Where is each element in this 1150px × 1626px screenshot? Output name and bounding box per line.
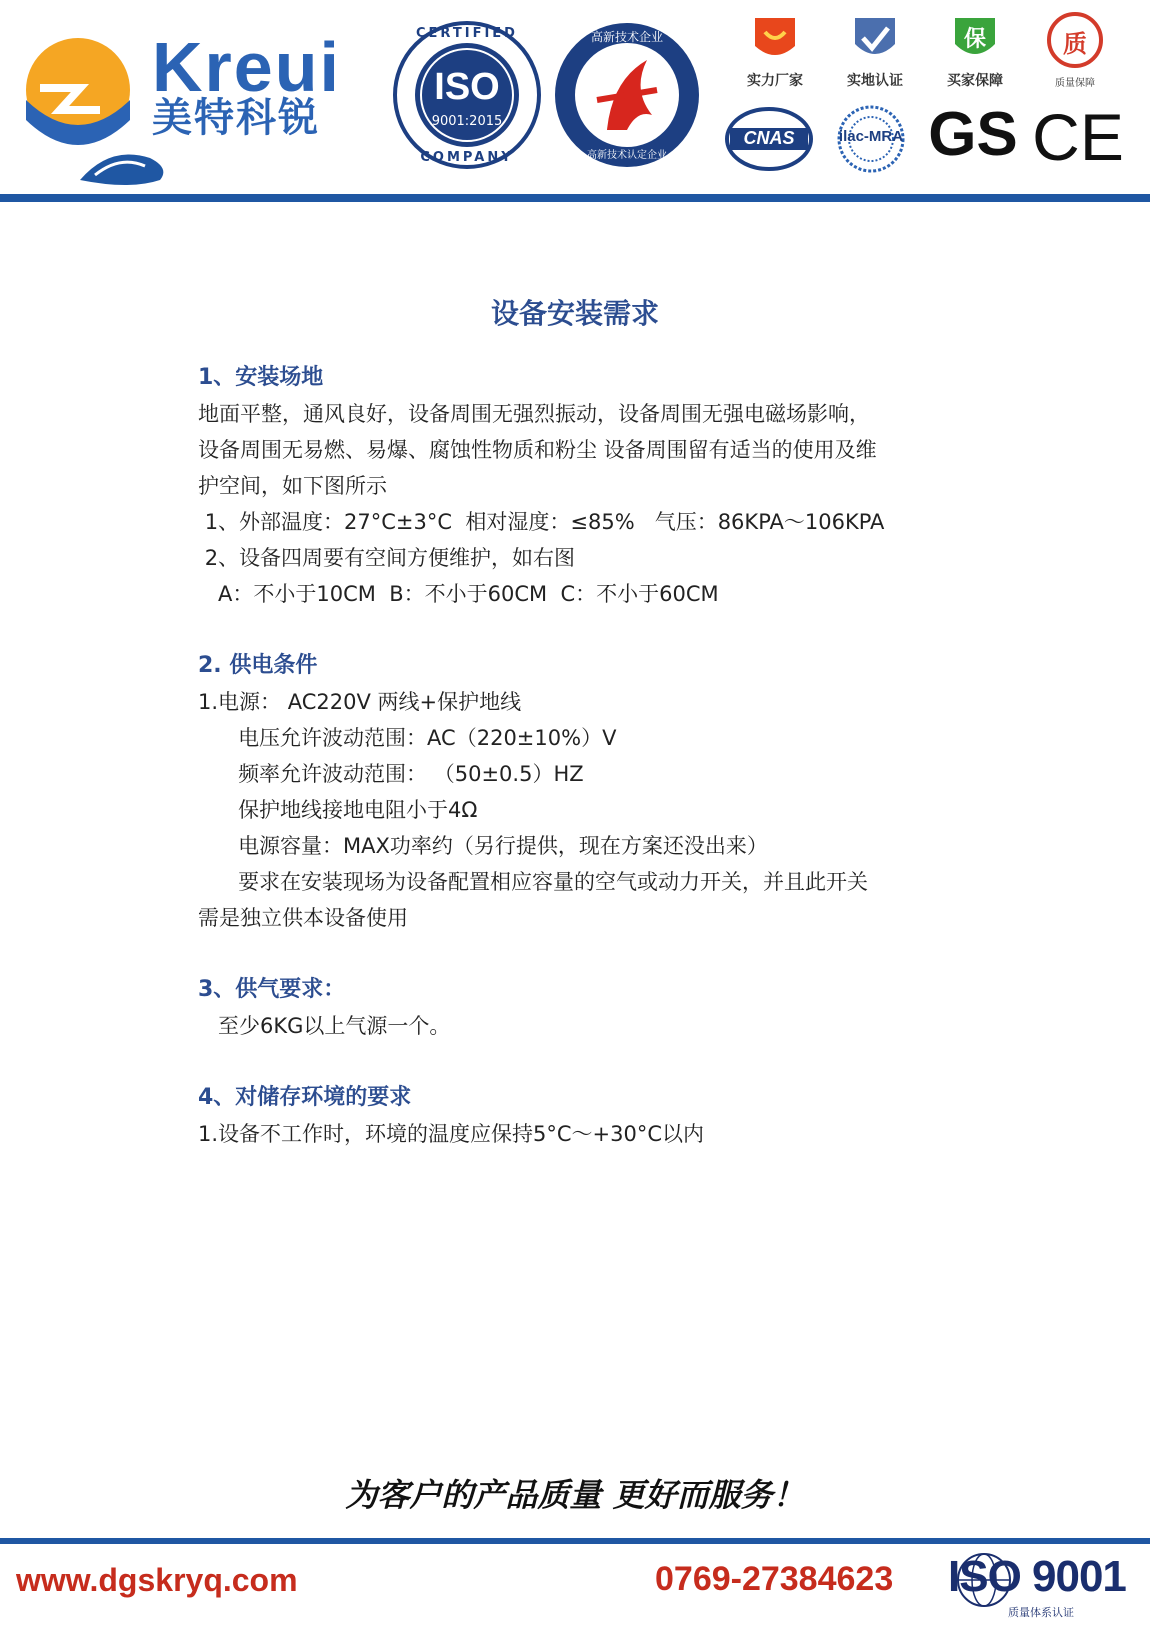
brand-name-en: Kreui bbox=[152, 28, 341, 106]
paragraph-line: 1.电源： AC220V 两线+保护地线 bbox=[198, 690, 522, 714]
section-air-supply bbox=[198, 972, 978, 1044]
strength-factory-badge bbox=[730, 16, 820, 88]
iso9001-subtext: 质量体系认证 bbox=[1008, 1606, 1074, 1619]
onsite-certified-badge bbox=[830, 16, 920, 88]
paragraph-line: 1、外部温度：27°C±3°C 相对湿度：≤85% 气压：86KPA～106KPA bbox=[198, 510, 885, 534]
paragraph-line: 需是独立供本设备使用 bbox=[198, 906, 408, 930]
ilac-mra-text: ilac-MRA bbox=[838, 128, 904, 145]
company-slogan: 为客户的产品质量 更好而服务！ bbox=[345, 1476, 805, 1514]
hightech-badge-bottom-text: 高新技术认定企业 bbox=[587, 150, 667, 161]
ce-text: CE bbox=[1032, 100, 1124, 174]
strength-factory-label: 实力厂家 bbox=[747, 73, 803, 89]
section-heading: 2. 供电条件 bbox=[198, 653, 318, 678]
iso-certified-badge bbox=[392, 20, 542, 170]
paragraph-line: 要求在安装现场为设备配置相应容量的空气或动力开关，并且此开关 bbox=[198, 870, 869, 894]
iso-badge-bottom-text: COMPANY bbox=[420, 150, 514, 165]
section-power bbox=[198, 648, 978, 936]
iso-badge-top-text: CERTIFIED bbox=[416, 26, 518, 41]
iso-badge-number: 9001:2015 bbox=[431, 114, 503, 129]
paragraph-line: 保护地线接地电阻小于4Ω bbox=[198, 798, 478, 822]
gs-mark bbox=[928, 100, 1018, 176]
paragraph-line: 频率允许波动范围： （50±0.5）HZ bbox=[198, 762, 584, 786]
section-heading: 1、安装场地 bbox=[198, 365, 324, 390]
quality-glyph: 质 bbox=[1063, 30, 1087, 58]
brand-name-cn: 美特科锐 bbox=[152, 95, 320, 141]
quality-guarantee-label: 质量保障 bbox=[1055, 78, 1095, 89]
paragraph-line: 电源容量：MAX功率约（另行提供，现在方案还没出来） bbox=[198, 834, 768, 858]
section-storage bbox=[198, 1080, 978, 1152]
paragraph-line: 2、设备四周要有空间方便维护，如右图 bbox=[198, 546, 576, 570]
phone-number: 0769-27384623 bbox=[655, 1560, 894, 1598]
cnas-mark bbox=[724, 104, 814, 174]
cnas-text: CNAS bbox=[743, 128, 795, 148]
spacer bbox=[198, 1044, 978, 1080]
paragraph-line: 电压允许波动范围：AC（220±10%）V bbox=[198, 726, 617, 750]
section-site bbox=[198, 360, 978, 612]
buyer-protection-glyph: 保 bbox=[963, 27, 986, 52]
paragraph-line: 设备周围无易燃、易爆、腐蚀性物质和粉尘 设备周围留有适当的使用及维 bbox=[198, 438, 877, 462]
spacer bbox=[198, 612, 978, 648]
ce-mark bbox=[1028, 100, 1128, 176]
iso9001-text: ISO 9001 bbox=[948, 1552, 1126, 1601]
hightech-badge-top-text: 高新技术企业 bbox=[590, 30, 663, 44]
spacer bbox=[198, 936, 978, 972]
paragraph-line: 护空间，如下图所示 bbox=[198, 474, 387, 498]
buyer-protection-badge bbox=[930, 16, 1020, 88]
page-title: 设备安装需求 bbox=[490, 297, 659, 330]
onsite-certified-label: 实地认证 bbox=[847, 73, 903, 89]
section-heading: 4、对储存环境的要求 bbox=[198, 1085, 412, 1110]
buyer-protection-label: 买家保障 bbox=[947, 73, 1003, 89]
header-divider bbox=[0, 194, 1150, 202]
iso-badge-center-text: ISO bbox=[434, 66, 500, 108]
paragraph-line: A：不小于10CM B：不小于60CM C：不小于60CM bbox=[198, 582, 719, 606]
section-heading: 3、供气要求： bbox=[198, 977, 346, 1002]
hightech-enterprise-badge bbox=[552, 20, 702, 170]
ilac-mra-mark bbox=[826, 104, 916, 174]
paragraph-line: 1.设备不工作时，环境的温度应保持5°C～+30°C以内 bbox=[198, 1122, 705, 1146]
bull-shield-icon bbox=[730, 16, 820, 66]
quality-guarantee-badge bbox=[1030, 12, 1120, 88]
footer-divider bbox=[0, 1538, 1150, 1544]
page-header bbox=[0, 0, 1150, 200]
check-shield-icon bbox=[830, 16, 920, 66]
document-body bbox=[198, 360, 978, 1152]
iso9001-footer-mark bbox=[948, 1552, 1138, 1622]
gs-text: GS bbox=[928, 100, 1018, 169]
paragraph-line: 地面平整，通风良好，设备周围无强烈振动，设备周围无强电磁场影响， bbox=[198, 402, 870, 426]
website-link[interactable]: www.dgskryq.com bbox=[16, 1562, 298, 1598]
paragraph-line: 至少6KG以上气源一个。 bbox=[198, 1014, 451, 1038]
